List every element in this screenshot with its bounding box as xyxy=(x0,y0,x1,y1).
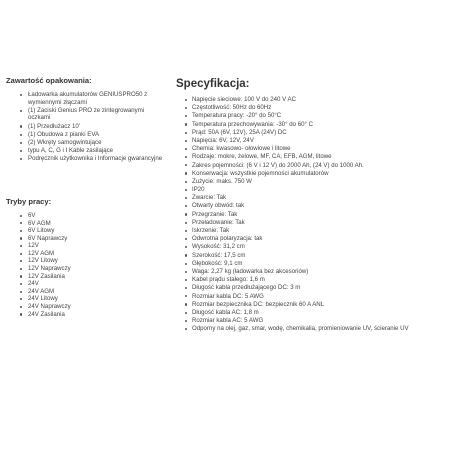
spec-item: Temperatura pracy: -20° do 50°C xyxy=(176,112,456,120)
spec-item: Odwrotna polaryzacja: tak xyxy=(176,235,456,243)
package-item: Podręcznik użytkownika i Informacje gwarancyjne xyxy=(6,155,166,163)
mode-item: 6V AGM xyxy=(6,220,166,228)
mode-item: 12V xyxy=(6,242,166,250)
mode-item: 6V Litowy xyxy=(6,227,166,235)
right-column xyxy=(176,78,456,333)
spec-item: Konserwacja: wszystkie pojemności akumulatorów xyxy=(176,170,456,178)
spec-item: Napięcia: 6V, 12V, 24V xyxy=(176,137,456,145)
mode-item: 24V Litowy xyxy=(6,295,166,303)
spec-item: Częstotliwość: 50Hz do 60Hz xyxy=(176,104,456,112)
spec-item: Długość kabla AC: 1,8 m xyxy=(176,309,456,317)
spec-item: Zużycie: maks. 750 W xyxy=(176,178,456,186)
spec-item: Kabel prądu stałego: 1,6 m xyxy=(176,276,456,284)
left-column xyxy=(6,76,166,318)
spec-item: Rozmiar bezpiecznika DC: bezpiecznik 60 A ANL xyxy=(176,301,456,309)
operating-modes-title: Tryby pracy: xyxy=(6,196,52,206)
package-contents-title: Zawartość opakowania: xyxy=(6,76,92,85)
package-item: (1) Przedłużacz 10' xyxy=(6,123,166,131)
spec-item: Rodzaje: mokre, żelowe, MF, CA, EFB, AGM, litowe xyxy=(176,153,456,161)
package-item: typu A, C, G i I Kable zasilające xyxy=(6,147,166,155)
spec-item: Szerokość: 17,5 cm xyxy=(176,252,456,260)
spec-item: Głębokość: 9,1 cm xyxy=(176,260,456,268)
specification-list xyxy=(176,96,456,333)
mode-item: 12V Litowy xyxy=(6,257,166,265)
spec-item: Odporny na olej, gaz, smar, wodę, chemikalia, promieniowanie UV, ścieranie UV xyxy=(176,325,456,333)
spec-item: IP20 xyxy=(176,186,456,194)
mode-item: 12V AGM xyxy=(6,250,166,258)
mode-item: 24V Naprawczy xyxy=(6,303,166,311)
spec-item: Przeładowanie: Tak xyxy=(176,219,456,227)
package-item: (1) Obudowa z pianki EVA xyxy=(6,131,166,139)
package-item: (2) Wkręty samogwintujące xyxy=(6,139,166,147)
spec-item: Otwarty obwód: tak xyxy=(176,202,456,210)
spec-item: Rozmiar kabla AC: 5 AWG xyxy=(176,317,456,325)
package-item: (1) Zaciski Genius PRO ze zintegrowanymi oczkami xyxy=(6,107,166,122)
package-contents-list xyxy=(6,91,166,163)
spec-item: Temperatura przechowywania: -30° do 60° C xyxy=(176,121,456,129)
mode-item: 24V xyxy=(6,280,166,288)
spec-item: Długość kabla przedłużającego DC: 3 m xyxy=(176,284,456,292)
package-item: Ładowarka akumulatorów GENIUSPRO50 z wymiennymi złączami xyxy=(6,91,166,106)
mode-item: 12V Zasilania xyxy=(6,273,166,281)
spec-item: Zwarcie: Tak xyxy=(176,194,456,202)
mode-item: 24V Zasilania xyxy=(6,311,166,319)
spec-item: Zakres pojemności: (6 V i 12 V) do 2000 Ah, (24 V) do 1000 Ah. xyxy=(176,162,456,170)
spec-item: Rozmiar kabla DC: 5 AWG xyxy=(176,293,456,301)
mode-item: 6V Naprawczy xyxy=(6,235,166,243)
spec-item: Iskrzenie: Tak xyxy=(176,227,456,235)
spec-item: Napięcie sieciowe: 100 V do 240 V AC xyxy=(176,96,456,104)
spec-item: Wysokość: 31,2 cm xyxy=(176,243,456,251)
operating-modes-list xyxy=(6,212,166,318)
spec-item: Chemia: kwasowo- ołowiowe i litowe xyxy=(176,145,456,153)
specification-title: Specyfikacja: xyxy=(176,78,250,90)
mode-item: 6V xyxy=(6,212,166,220)
mode-item: 12V Naprawczy xyxy=(6,265,166,273)
spec-item: Przegrzanie: Tak xyxy=(176,211,456,219)
mode-item: 24V AGM xyxy=(6,288,166,296)
spec-item: Prąd: 50A (6V, 12V), 25A (24V) DC xyxy=(176,129,456,137)
spec-item: Waga: 2,27 kg (ładowarka bez akcesoriów) xyxy=(176,268,456,276)
